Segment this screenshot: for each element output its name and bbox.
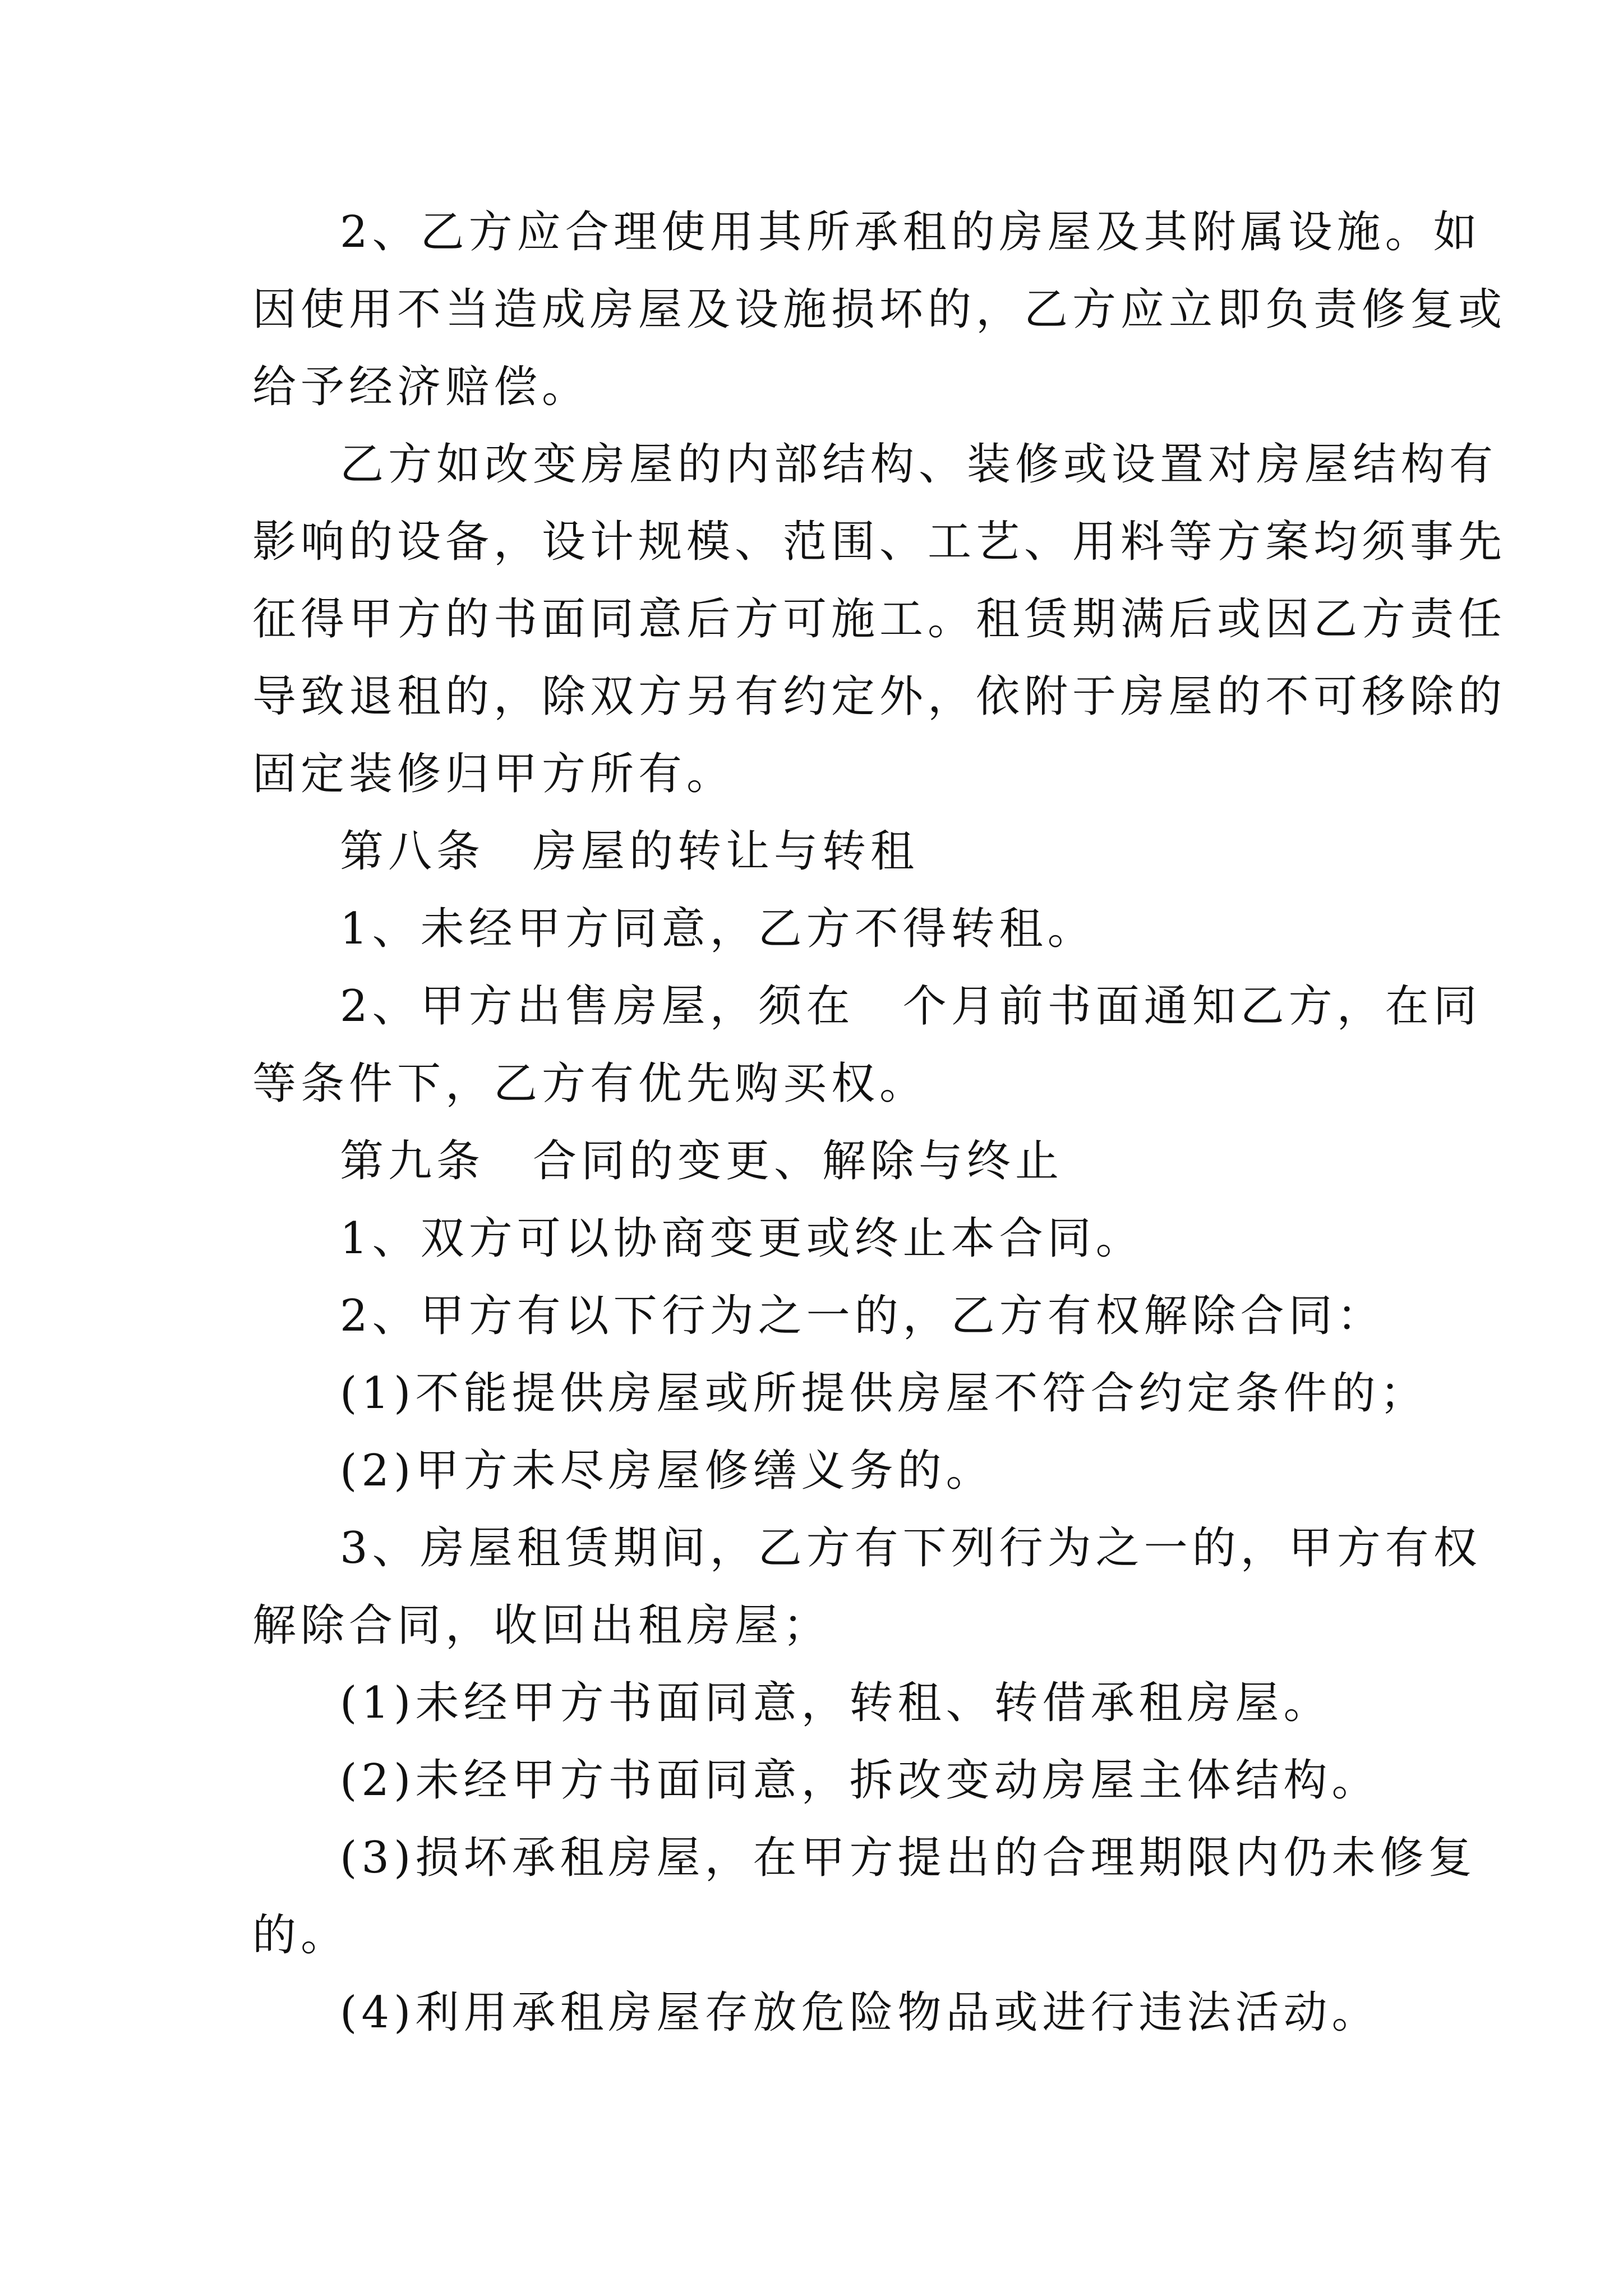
article-9-heading: [252, 1122, 1385, 1200]
article-9-clause-2-item-1: [252, 1355, 1428, 1432]
paragraph-tenant-use-duty: [252, 194, 1507, 426]
text-line: (1)不能提供房屋或所提供房屋不符合约定条件的；: [340, 1368, 1428, 1419]
text-line: 2、甲方有以下行为之一的，乙方有权解除合同：: [340, 1291, 1385, 1341]
article-8-heading: [252, 813, 1385, 890]
article-9-clause-3-item-4: [252, 1974, 1385, 2051]
text-line: (2)甲方未尽房屋修缮义务的。: [340, 1446, 994, 1496]
text-line: (3)损坏承租房屋，在甲方提出的合理期限内仍未修复: [340, 1833, 1477, 1883]
text-line: 的。: [252, 1910, 349, 1961]
article-9-clause-2: [252, 1277, 1385, 1355]
text-line: (2)未经甲方书面同意，拆改变动房屋主体结构。: [340, 1755, 1380, 1806]
section-heading: 第八条 房屋的转让与转租: [340, 826, 919, 877]
article-9-clause-3-item-2: [252, 1742, 1385, 1819]
text-line: 解除合同，收回出租房屋；: [252, 1600, 832, 1651]
article-8-clause-2: [252, 968, 1482, 1122]
article-9-clause-3: [252, 1510, 1482, 1664]
text-line: 2、甲方出售房屋，须在 个月前书面通知乙方，在同: [340, 981, 1482, 1032]
text-line: 3、房屋租赁期间，乙方有下列行为之一的，甲方有权: [340, 1523, 1482, 1573]
text-line: 影响的设备，设计规模、范围、工艺、用料等方案均须事先: [252, 517, 1507, 567]
article-9-clause-3-item-1: [252, 1664, 1385, 1742]
text-line: 1、未经甲方同意，乙方不得转租。: [340, 904, 1096, 954]
article-9-clause-1: [252, 1200, 1385, 1277]
article-9-clause-2-item-2: [252, 1432, 1385, 1510]
text-line: 征得甲方的书面同意后方可施工。租赁期满后或因乙方责任: [252, 594, 1507, 645]
text-line: 1、双方可以协商变更或终止本合同。: [340, 1213, 1144, 1264]
text-line: 等条件下，乙方有优先购买权。: [252, 1059, 928, 1109]
text-line: 固定装修归甲方所有。: [252, 749, 735, 799]
article-9-clause-3-item-3: [252, 1819, 1477, 1974]
text-line: 导致退租的，除双方另有约定外，依附于房屋的不可移除的: [252, 671, 1507, 722]
text-line: (4)利用承租房屋存放危险物品或进行违法活动。: [340, 1987, 1380, 2038]
paragraph-alteration-consent: [252, 426, 1507, 813]
text-line: 给予经济赔偿。: [252, 362, 591, 412]
text-line: 乙方如改变房屋的内部结构、装修或设置对房屋结构有: [340, 439, 1498, 490]
document-body: [252, 194, 1507, 2051]
text-line: (1)未经甲方书面同意，转租、转借承租房屋。: [340, 1678, 1332, 1728]
text-line: 2、乙方应合理使用其所承租的房屋及其附属设施。如: [340, 207, 1482, 257]
article-8-clause-1: [252, 890, 1385, 968]
text-line: 因使用不当造成房屋及设施损坏的，乙方应立即负责修复或: [252, 284, 1507, 335]
section-heading: 第九条 合同的变更、解除与终止: [340, 1136, 1064, 1186]
